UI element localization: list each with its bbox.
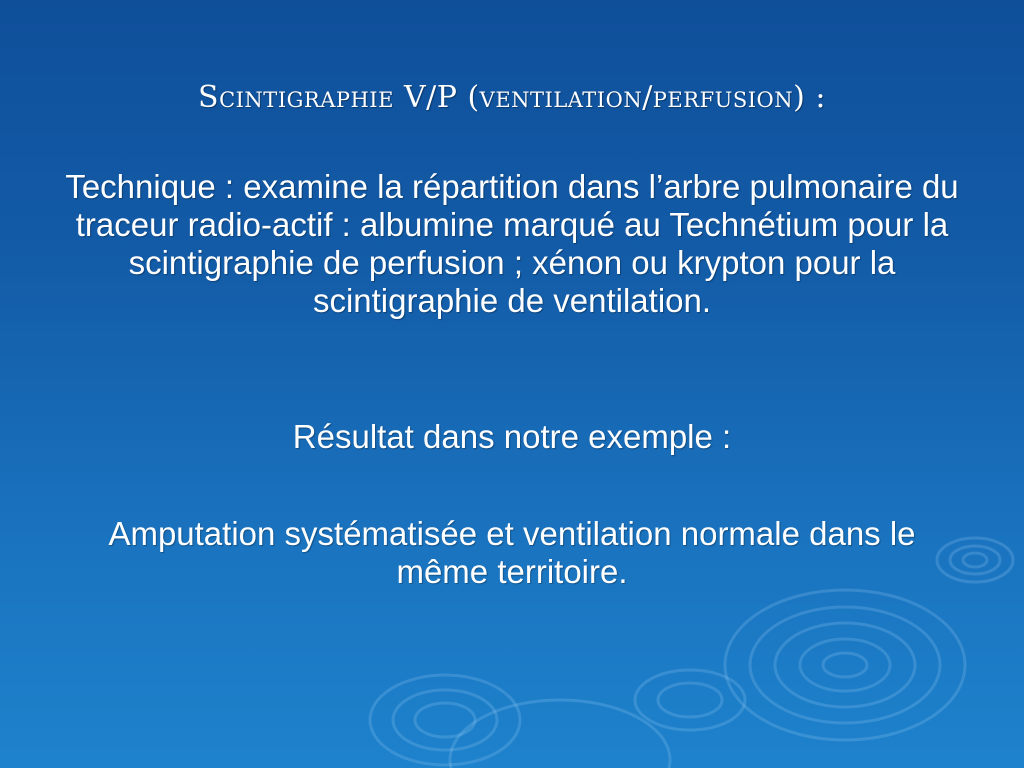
slide-title: Scintigraphie V/P (ventilation/perfusion) : — [198, 80, 826, 115]
result-paragraph: Amputation systématisée et ventilation normale dans le même territoire. — [108, 515, 916, 590]
result-heading: Résultat dans notre exemple : — [292, 418, 732, 455]
technique-paragraph: Technique : examine la répartition dans l’arbre pulmonaire du traceur radio-actif : albumine marqué au Technétium pour la scintigraphie de perfusion ; xénon ou krypton pour la scintigraphie de ventilation. — [65, 168, 959, 319]
